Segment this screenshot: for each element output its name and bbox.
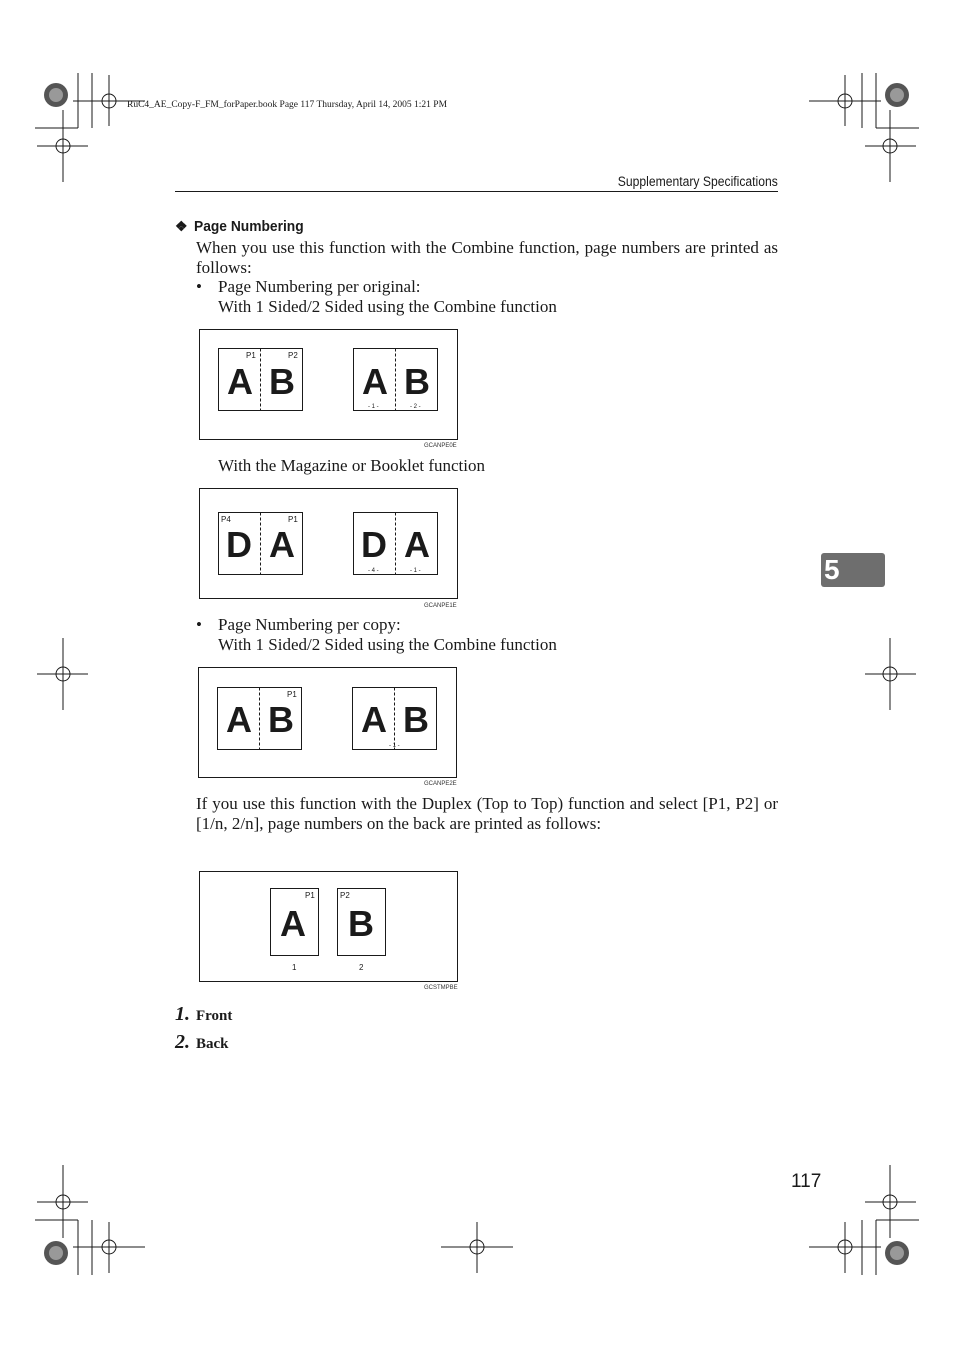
page-letter: B <box>403 699 429 740</box>
crop-mark-mid-right <box>865 638 916 710</box>
figure-code: GCANPE0E <box>424 443 457 449</box>
page-label: P1 <box>287 690 297 699</box>
page-letter: B <box>268 699 294 740</box>
page-letter: A <box>404 524 430 565</box>
step-label: Back <box>196 1036 229 1052</box>
chapter-number: 5 <box>824 554 840 585</box>
step-number: 1. <box>175 1003 190 1025</box>
section-title: Page Numbering <box>193 218 304 235</box>
page-label: P2 <box>340 891 350 900</box>
step-number: 2. <box>175 1031 190 1053</box>
page-letter: B <box>348 903 374 944</box>
section-heading <box>175 218 313 235</box>
page-label: P1 <box>288 515 298 524</box>
bullet-dot-icon: • <box>196 277 202 296</box>
bullet-per-original <box>196 277 421 297</box>
sub-label-combine-1: With 1 Sided/2 Sided using the Combine function <box>218 297 557 316</box>
page-letter: B <box>269 361 295 402</box>
callout-number: 1 <box>292 963 297 972</box>
print-info-line: RuC4_AE_Copy-F_FM_forPaper.book Page 117 Thursday, April 14, 2005 1:21 PM <box>127 100 448 110</box>
page-label: - 1 - <box>389 743 400 749</box>
page-letter: A <box>362 361 388 402</box>
page-label: P1 <box>305 891 315 900</box>
chapter-tab <box>821 553 885 587</box>
page-letter: D <box>361 524 387 565</box>
crop-mark-bottom-left <box>35 1165 145 1275</box>
crop-mark-top-left <box>35 73 145 182</box>
sub-label-magazine: With the Magazine or Booklet function <box>218 456 485 475</box>
page-label: - 4 - <box>368 568 379 574</box>
bullet-per-copy <box>196 615 401 635</box>
step-front <box>175 1003 232 1026</box>
duplex-paragraph: If you use this function with the Duplex (Top to Top) function and select [P1, P2] or [1/n, 2/n], page numbers on the back are printed as follows: <box>196 794 778 833</box>
step-label: Front <box>196 1008 233 1024</box>
page-label: P4 <box>221 515 231 524</box>
figure-frame <box>200 872 458 982</box>
running-head: Supplementary Specifications <box>617 174 778 189</box>
page-letter: A <box>269 524 295 565</box>
header-rule <box>175 191 778 192</box>
crop-mark-mid-left <box>37 638 88 710</box>
page-label: P1 <box>246 351 256 360</box>
figure-code: GCANPE1E <box>424 603 457 609</box>
page-label: P2 <box>288 351 298 360</box>
bullet-text: Page Numbering per original: <box>218 277 421 296</box>
figure-per-original-combine <box>196 327 462 450</box>
crop-mark-bottom-right <box>809 1165 919 1275</box>
step-back <box>175 1031 229 1054</box>
page-label: - 1 - <box>410 568 421 574</box>
page-letter: D <box>226 524 252 565</box>
page-label: - 1 - <box>368 404 379 410</box>
page-letter: A <box>227 361 253 402</box>
page-letter: A <box>226 699 252 740</box>
intro-paragraph: When you use this function with the Combine function, page numbers are printed as follows: <box>196 238 778 277</box>
figure-code: GCANPE2E <box>424 781 457 787</box>
page-letter: A <box>361 699 387 740</box>
figure-per-original-magazine <box>196 486 462 610</box>
figure-duplex <box>196 869 462 993</box>
page-number: 117 <box>791 1171 822 1192</box>
page-letter: B <box>404 361 430 402</box>
bullet-dot-icon: • <box>196 615 202 634</box>
callout-number: 2 <box>359 963 364 972</box>
sub-label-combine-2: With 1 Sided/2 Sided using the Combine function <box>218 635 557 654</box>
page-letter: A <box>280 903 306 944</box>
figure-per-copy-combine <box>196 665 462 789</box>
bullet-text: Page Numbering per copy: <box>218 615 401 634</box>
crop-mark-top-right <box>809 73 919 182</box>
figure-code: GCSTMPBE <box>424 985 458 991</box>
diamond-bullet-icon: ❖ <box>175 218 188 234</box>
page-label: - 2 - <box>410 404 421 410</box>
crop-mark-bottom-center <box>441 1222 513 1273</box>
